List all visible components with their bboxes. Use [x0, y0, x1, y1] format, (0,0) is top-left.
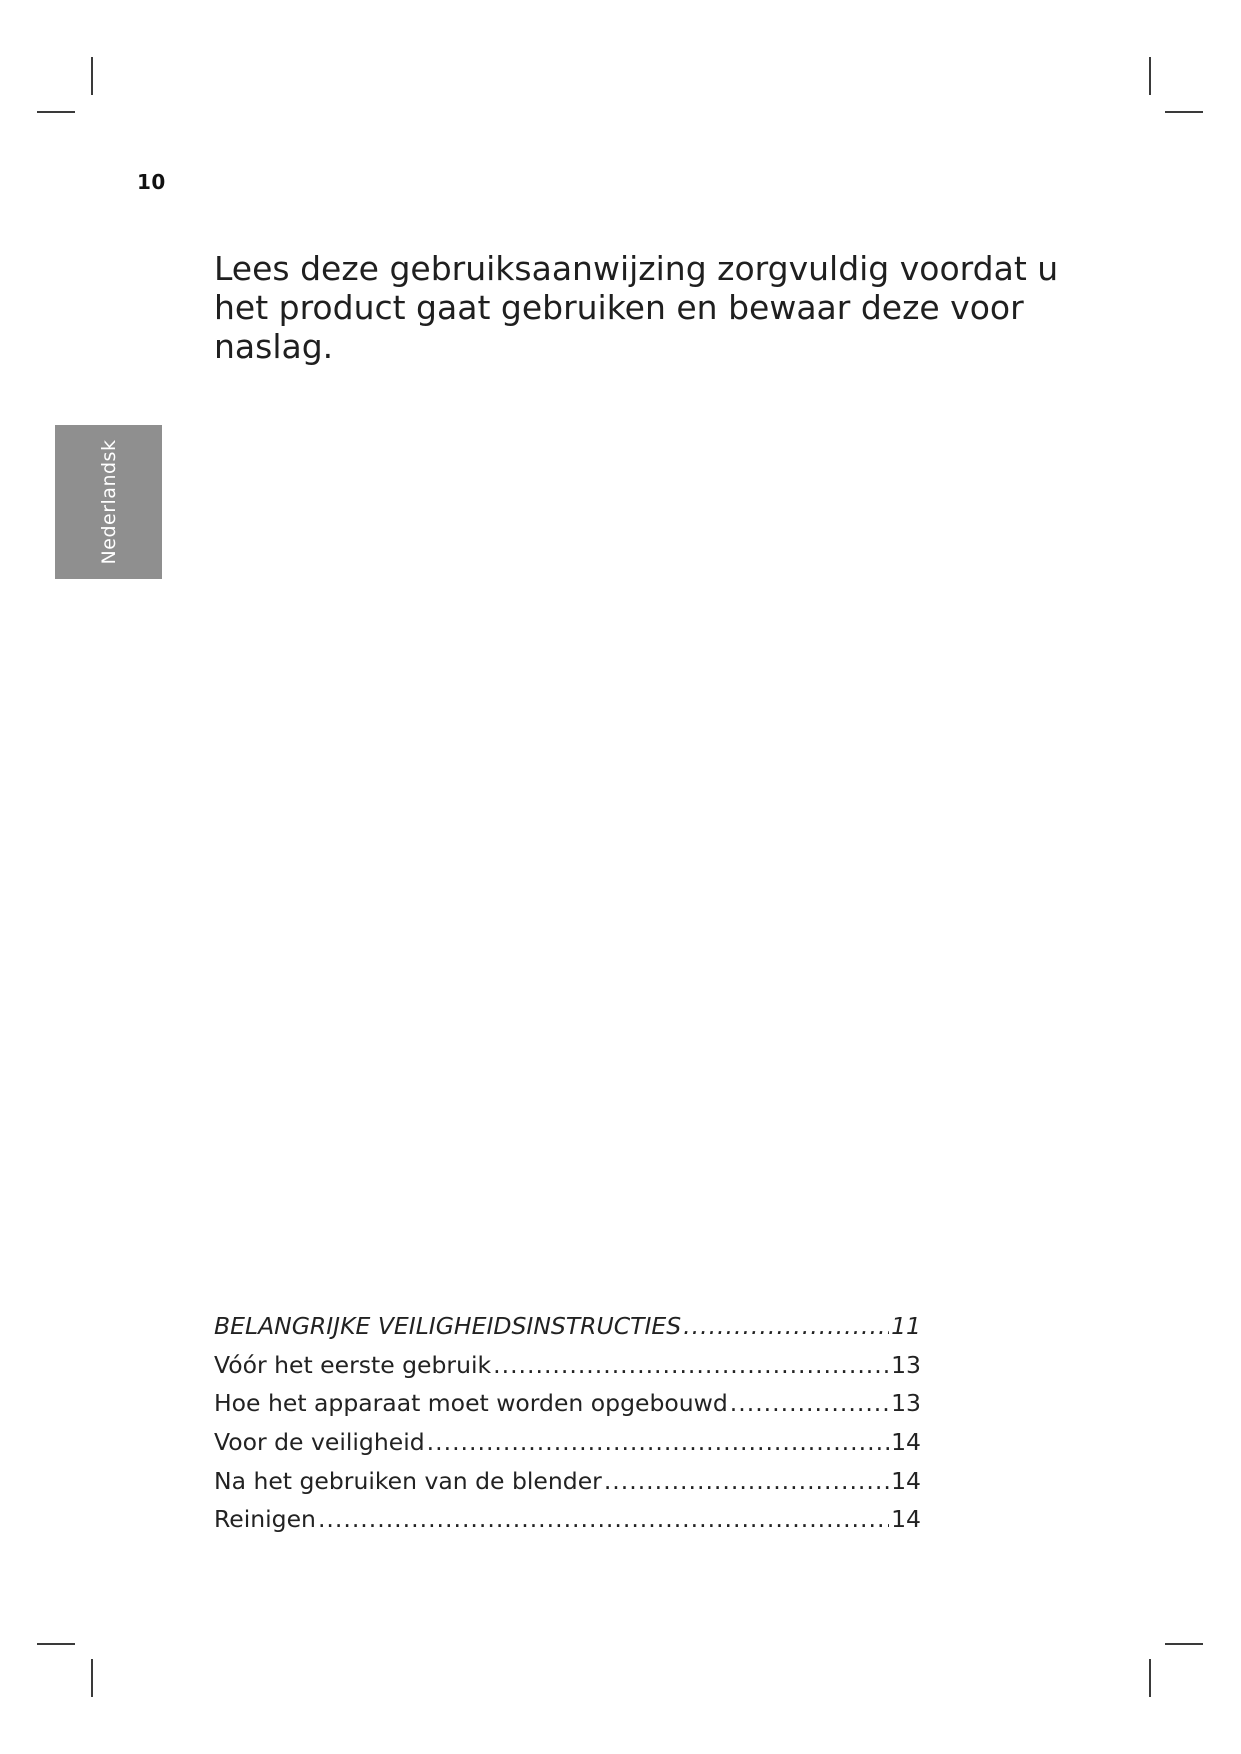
toc-item-page: 11	[891, 1312, 921, 1340]
toc-item-page: 14	[891, 1466, 921, 1495]
toc-item-page: 13	[891, 1389, 921, 1418]
toc-item	[214, 1389, 921, 1428]
toc-item-title: Voor de veiligheid	[214, 1428, 425, 1457]
intro-text: Lees deze gebruiksaanwijzing zorgvuldig voordat u het product gaat gebruiken en bewaar deze voor naslag.	[214, 249, 1059, 366]
page-number: 10	[137, 170, 166, 194]
table-of-contents	[214, 1312, 921, 1544]
toc-item	[214, 1505, 921, 1544]
toc-leader-dots	[318, 1505, 889, 1533]
toc-item	[214, 1351, 921, 1390]
crop-mark-top-left-horizontal	[37, 111, 75, 113]
toc-item-title: BELANGRIJKE VEILIGHEIDSINSTRUCTIES	[214, 1312, 682, 1340]
crop-mark-top-left-vertical	[91, 57, 93, 95]
toc-item-page: 14	[891, 1428, 921, 1457]
toc-item-page: 13	[891, 1350, 921, 1379]
toc-item	[214, 1467, 921, 1506]
toc-leader-dots	[683, 1312, 889, 1340]
crop-mark-bottom-right-vertical	[1149, 1659, 1151, 1697]
crop-mark-top-right-vertical	[1149, 57, 1151, 95]
language-tab-label: Nederlandsk	[97, 439, 120, 565]
language-tab	[55, 425, 162, 579]
toc-leader-dots	[493, 1351, 889, 1379]
toc-item	[214, 1428, 921, 1467]
toc-item-title: Na het gebruiken van de blender	[214, 1466, 602, 1495]
toc-leader-dots	[730, 1389, 889, 1417]
toc-item-page: 14	[891, 1505, 921, 1534]
toc-leader-dots	[604, 1467, 889, 1495]
toc-leader-dots	[427, 1428, 889, 1456]
toc-item	[214, 1312, 921, 1351]
toc-item-title: Reinigen	[214, 1505, 316, 1534]
toc-item-title: Vóór het eerste gebruik	[214, 1350, 492, 1379]
crop-mark-bottom-left-horizontal	[37, 1643, 75, 1645]
crop-mark-top-right-horizontal	[1165, 111, 1203, 113]
toc-item-title: Hoe het apparaat moet worden opgebouwd	[214, 1389, 728, 1418]
crop-mark-bottom-right-horizontal	[1165, 1643, 1203, 1645]
crop-mark-bottom-left-vertical	[91, 1659, 93, 1697]
